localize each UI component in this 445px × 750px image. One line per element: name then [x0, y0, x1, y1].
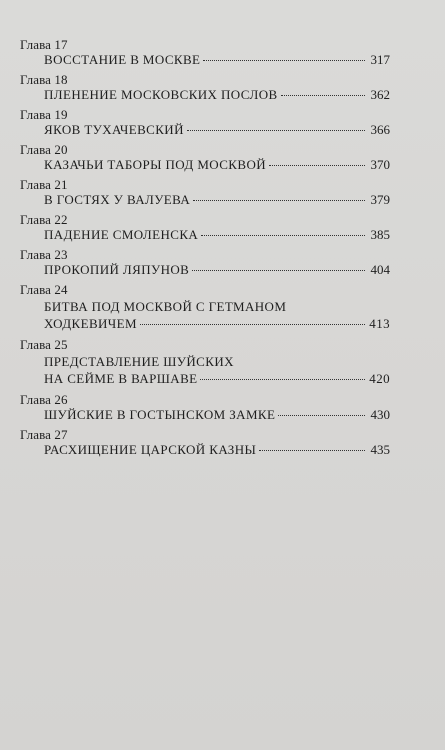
chapter-title-block	[20, 158, 390, 172]
table-of-contents	[20, 38, 390, 463]
chapter-title-block	[20, 193, 390, 207]
chapter-title: ПАДЕНИЕ СМОЛЕНСКА	[44, 227, 199, 242]
toc-entry	[20, 283, 390, 332]
chapter-title-line: НА СЕЙМЕ В ВАРШАВЕ	[44, 371, 198, 386]
page-number: 370	[370, 157, 390, 172]
chapter-number: Глава 21	[20, 177, 68, 192]
chapter-number: Глава 19	[20, 107, 68, 122]
page-number: 435	[370, 442, 390, 457]
chapter-title-block	[20, 88, 390, 102]
toc-entry	[20, 178, 390, 207]
toc-entry	[20, 393, 390, 422]
chapter-title-block	[20, 298, 390, 332]
dot-leader	[192, 270, 365, 271]
page-number: 362	[370, 87, 390, 102]
dot-leader	[259, 450, 365, 451]
chapter-number: Глава 27	[20, 427, 68, 442]
chapter-title-block	[20, 408, 390, 422]
chapter-number: Глава 18	[20, 72, 68, 87]
chapter-title: РАСХИЩЕНИЕ ЦАРСКОЙ КАЗНЫ	[44, 442, 257, 457]
chapter-title: ПРОКОПИЙ ЛЯПУНОВ	[44, 262, 190, 277]
chapter-title: ВОССТАНИЕ В МОСКВЕ	[44, 52, 201, 67]
dot-leader	[278, 415, 365, 416]
dot-leader	[203, 60, 365, 61]
chapter-number: Глава 26	[20, 392, 68, 407]
page-number: 379	[370, 192, 390, 207]
chapter-title-last-row	[44, 370, 390, 387]
chapter-title: ПЛЕНЕНИЕ МОСКОВСКИХ ПОСЛОВ	[44, 87, 278, 102]
toc-entry	[20, 248, 390, 277]
chapter-title: ШУЙСКИЕ В ГОСТЫНСКОМ ЗАМКЕ	[44, 407, 276, 422]
dot-leader	[193, 200, 365, 201]
chapter-title-line: ХОДКЕВИЧЕМ	[44, 316, 137, 331]
chapter-title-block	[20, 228, 390, 242]
dot-leader	[269, 165, 365, 166]
chapter-title: В ГОСТЯХ У ВАЛУЕВА	[44, 192, 191, 207]
chapter-title-block	[20, 53, 390, 67]
chapter-number: Глава 23	[20, 247, 68, 262]
chapter-title-line: ПРЕДСТАВЛЕНИЕ ШУЙСКИХ	[44, 354, 234, 369]
chapter-number: Глава 20	[20, 142, 68, 157]
page-number: 413	[369, 316, 390, 331]
dot-leader	[200, 379, 365, 380]
toc-entry	[20, 108, 390, 137]
chapter-title: КАЗАЧЬИ ТАБОРЫ ПОД МОСКВОЙ	[44, 157, 267, 172]
chapter-title: ЯКОВ ТУХАЧЕВСКИЙ	[44, 122, 184, 137]
dot-leader	[140, 324, 365, 325]
dot-leader	[281, 95, 365, 96]
page-number: 385	[370, 227, 390, 242]
chapter-number: Глава 17	[20, 37, 68, 52]
chapter-title-block	[20, 263, 390, 277]
toc-entry	[20, 143, 390, 172]
chapter-number: Глава 24	[20, 282, 68, 297]
page-number: 366	[370, 122, 390, 137]
chapter-title-block	[20, 443, 390, 457]
dot-leader	[187, 130, 365, 131]
toc-entry	[20, 73, 390, 102]
chapter-number: Глава 25	[20, 337, 68, 352]
toc-entry	[20, 213, 390, 242]
chapter-title-block	[20, 123, 390, 137]
toc-entry	[20, 338, 390, 387]
chapter-title-last-row	[44, 315, 390, 332]
page-number: 404	[370, 262, 390, 277]
toc-entry	[20, 38, 390, 67]
page-number: 317	[370, 52, 390, 67]
dot-leader	[201, 235, 365, 236]
chapter-number: Глава 22	[20, 212, 68, 227]
toc-entry	[20, 428, 390, 457]
chapter-title-line: БИТВА ПОД МОСКВОЙ С ГЕТМАНОМ	[44, 299, 287, 314]
page-number: 430	[370, 407, 390, 422]
chapter-title-block	[20, 353, 390, 387]
page-number: 420	[369, 371, 390, 386]
